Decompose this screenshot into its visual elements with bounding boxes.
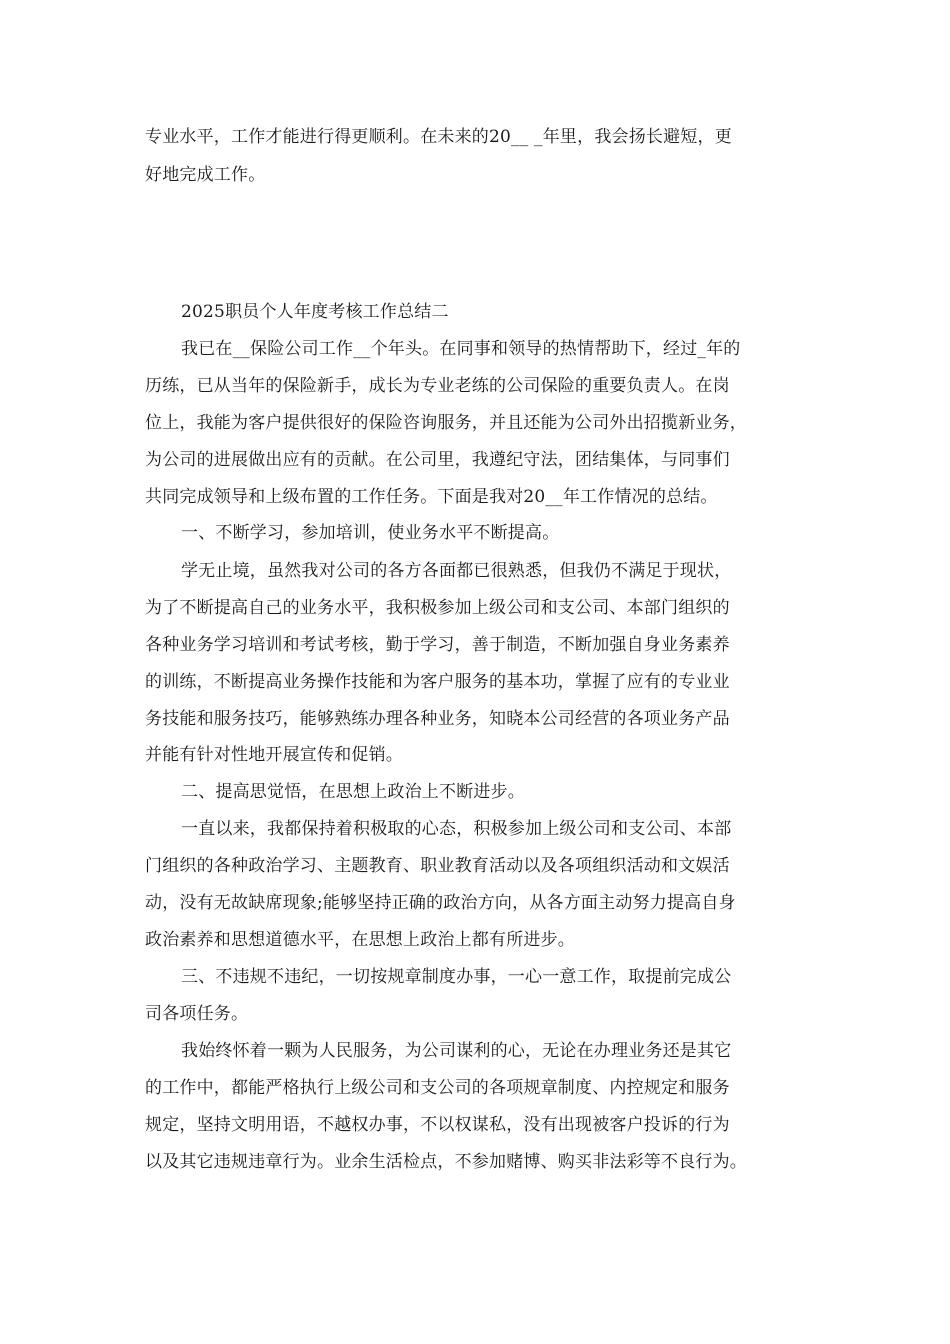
text-line: 我已在__保险公司工作__个年头。在同事和领导的热情帮助下，经过_年的 — [181, 339, 741, 359]
text-line: 的训练，不断提高业务操作技能和为客户服务的基本功，掌握了应有的专业业 — [145, 672, 730, 692]
text-line: 为公司的进展做出应有的贡献。在公司里，我遵纪守法，团结集体，与同事们 — [145, 450, 730, 470]
text-line: 各种业务学习培训和考试考核，勤于学习，善于制造，不断加强自身业务素养 — [145, 635, 730, 655]
text-line: 好地完成工作。 — [145, 165, 266, 185]
section-title: 2025职员个人年度考核工作总结二 — [181, 302, 449, 322]
text-line: 的工作中，都能严格执行上级公司和支公司的各项规章制度、内控规定和服务 — [145, 1078, 730, 1098]
text-line: 学无止境，虽然我对公司的各方各面都已很熟悉，但我仍不满足于现状， — [181, 561, 732, 581]
text-line: 规定，坚持文明用语，不越权办事，不以权谋私，没有出现被客户投诉的行为 — [145, 1115, 730, 1135]
text-line: 我始终怀着一颗为人民服务，为公司谋利的心，无论在办理业务还是其它 — [181, 1041, 732, 1061]
text-line: 一直以来，我都保持着积极取的心态，积极参加上级公司和支公司、本部 — [181, 819, 732, 839]
text-line: 门组织的各种政治学习、主题教育、职业教育活动以及各项组织活动和文娱活 — [145, 856, 730, 876]
text-line: 历练，已从当年的保险新手，成长为专业老练的公司保险的重要负责人。在岗 — [145, 376, 730, 396]
section-heading: 一、不断学习，参加培训，使业务水平不断提高。 — [181, 523, 560, 543]
section-heading: 三、不违规不违纪，一切按规章制度办事，一心一意工作，取提前完成公 — [181, 967, 732, 987]
text-line: 共同完成领导和上级布置的工作任务。下面是我对20__年工作情况的总结。 — [145, 487, 718, 507]
text-line: 务技能和服务技巧，能够熟练办理各种业务，知晓本公司经营的各项业务产品 — [145, 709, 730, 729]
section-heading: 二、提高思觉悟，在思想上政治上不断进步。 — [181, 782, 525, 802]
text-line: 专业水平，工作才能进行得更顺利。在未来的20__ _年里，我会扬长避短，更 — [145, 127, 732, 147]
text-line: 政治素养和思想道德水平，在思想上政治上都有所进步。 — [145, 930, 575, 950]
text-line: 并能有针对性地开展宣传和促销。 — [145, 745, 403, 765]
text-line: 位上，我能为客户提供很好的保险咨询服务，并且还能为公司外出招揽新业务， — [145, 413, 747, 433]
text-line: 为了不断提高自己的业务水平，我积极参加上级公司和支公司、本部门组织的 — [145, 598, 730, 618]
text-line: 动，没有无故缺席现象;能够坚持正确的政治方向，从各方面主动努力提高自身 — [145, 893, 736, 913]
text-line: 以及其它违规违章行为。业余生活检点，不参加赌博、购买非法彩等不良行为。 — [145, 1152, 747, 1172]
section-heading-continued: 司各项任务。 — [145, 1004, 249, 1024]
